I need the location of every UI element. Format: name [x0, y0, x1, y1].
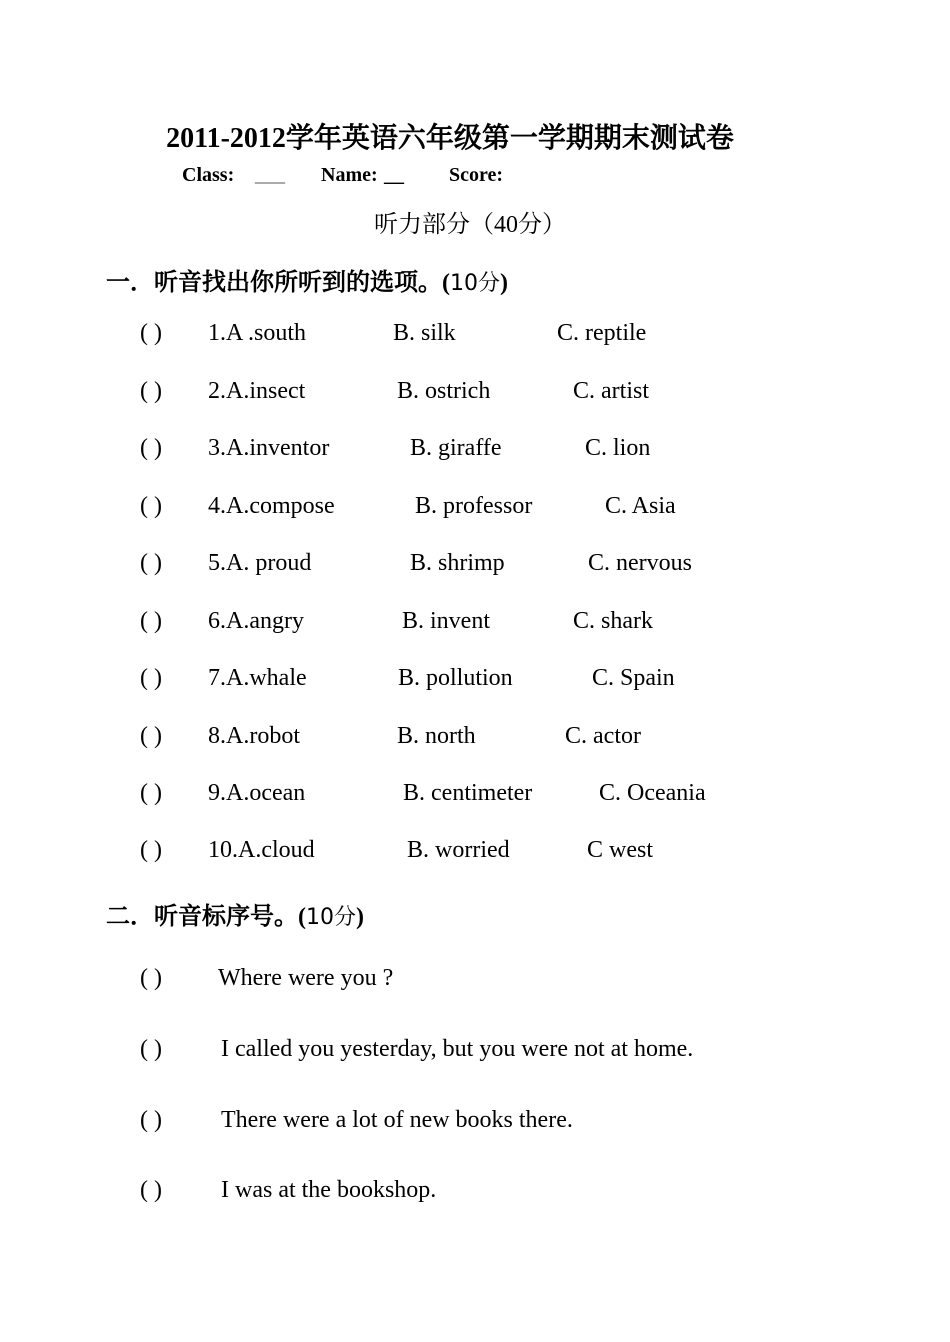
answer-blank[interactable]: ( ): [140, 378, 162, 404]
sentence-text: I called you yesterday, but you were not at home.: [221, 1036, 694, 1062]
answer-blank[interactable]: ( ): [140, 493, 162, 519]
option-b: B. invent: [402, 608, 490, 634]
answer-blank[interactable]: ( ): [140, 837, 162, 863]
part1-heading-suffix: ): [500, 270, 508, 296]
part2-heading-prefix: 二．听音标序号。(: [106, 904, 306, 930]
option-c: C. reptile: [557, 320, 647, 346]
name-label: Name:: [321, 164, 378, 186]
option-a: 8.A.robot: [208, 723, 300, 749]
option-c: C west: [587, 837, 653, 863]
order-blank[interactable]: ( ): [140, 1036, 162, 1062]
page-title: 2011-2012学年英语六年级第一学期期末测试卷: [166, 123, 734, 154]
answer-blank[interactable]: ( ): [140, 608, 162, 634]
part2-heading-points: 10分: [306, 905, 356, 930]
order-blank[interactable]: ( ): [140, 1177, 162, 1203]
option-c: C. shark: [573, 608, 653, 634]
option-b: B. north: [397, 723, 476, 749]
class-label: Class:: [182, 164, 235, 186]
option-a: 5.A. proud: [208, 550, 312, 576]
option-c: C. lion: [585, 435, 651, 461]
order-blank[interactable]: ( ): [140, 1107, 162, 1133]
option-a: 1.A .south: [208, 320, 307, 346]
part1-heading: [106, 262, 508, 297]
option-a: 10.A.cloud: [208, 837, 315, 863]
option-b: B. pollution: [398, 665, 513, 691]
option-c: C. artist: [573, 378, 649, 404]
part1-heading-points: 10分: [450, 271, 500, 296]
option-b: B. giraffe: [410, 435, 502, 461]
answer-blank[interactable]: ( ): [140, 320, 162, 346]
option-b: B. professor: [415, 493, 533, 519]
answer-blank[interactable]: ( ): [140, 780, 162, 806]
option-c: C. nervous: [588, 550, 692, 576]
option-c: C. Asia: [605, 493, 676, 519]
name-blank[interactable]: __: [384, 164, 404, 186]
sentence-text: There were a lot of new books there.: [221, 1107, 573, 1133]
option-a: 2.A.insect: [208, 378, 306, 404]
answer-blank[interactable]: ( ): [140, 550, 162, 576]
class-blank[interactable]: ___: [255, 164, 285, 186]
answer-blank[interactable]: ( ): [140, 665, 162, 691]
option-b: B. ostrich: [397, 378, 491, 404]
answer-blank[interactable]: ( ): [140, 723, 162, 749]
sentence-text: I was at the bookshop.: [221, 1177, 437, 1203]
option-c: C. actor: [565, 723, 641, 749]
section-title: 听力部分（40分）: [374, 212, 566, 238]
option-b: B. centimeter: [403, 780, 533, 806]
part2-heading: [106, 896, 364, 931]
option-a: 6.A.angry: [208, 608, 304, 634]
part2-heading-suffix: ): [356, 904, 364, 930]
order-blank[interactable]: ( ): [140, 965, 162, 991]
option-b: B. worried: [407, 837, 510, 863]
score-label: Score:: [449, 164, 504, 186]
option-b: B. shrimp: [410, 550, 505, 576]
answer-blank[interactable]: ( ): [140, 435, 162, 461]
option-a: 9.A.ocean: [208, 780, 306, 806]
sentence-text: Where were you ?: [218, 965, 394, 991]
option-a: 7.A.whale: [208, 665, 307, 691]
option-c: C. Oceania: [599, 780, 706, 806]
option-b: B. silk: [393, 320, 456, 346]
option-a: 4.A.compose: [208, 493, 335, 519]
part1-heading-prefix: 一．听音找出你所听到的选项。(: [106, 270, 450, 296]
option-a: 3.A.inventor: [208, 435, 330, 461]
option-c: C. Spain: [592, 665, 675, 691]
